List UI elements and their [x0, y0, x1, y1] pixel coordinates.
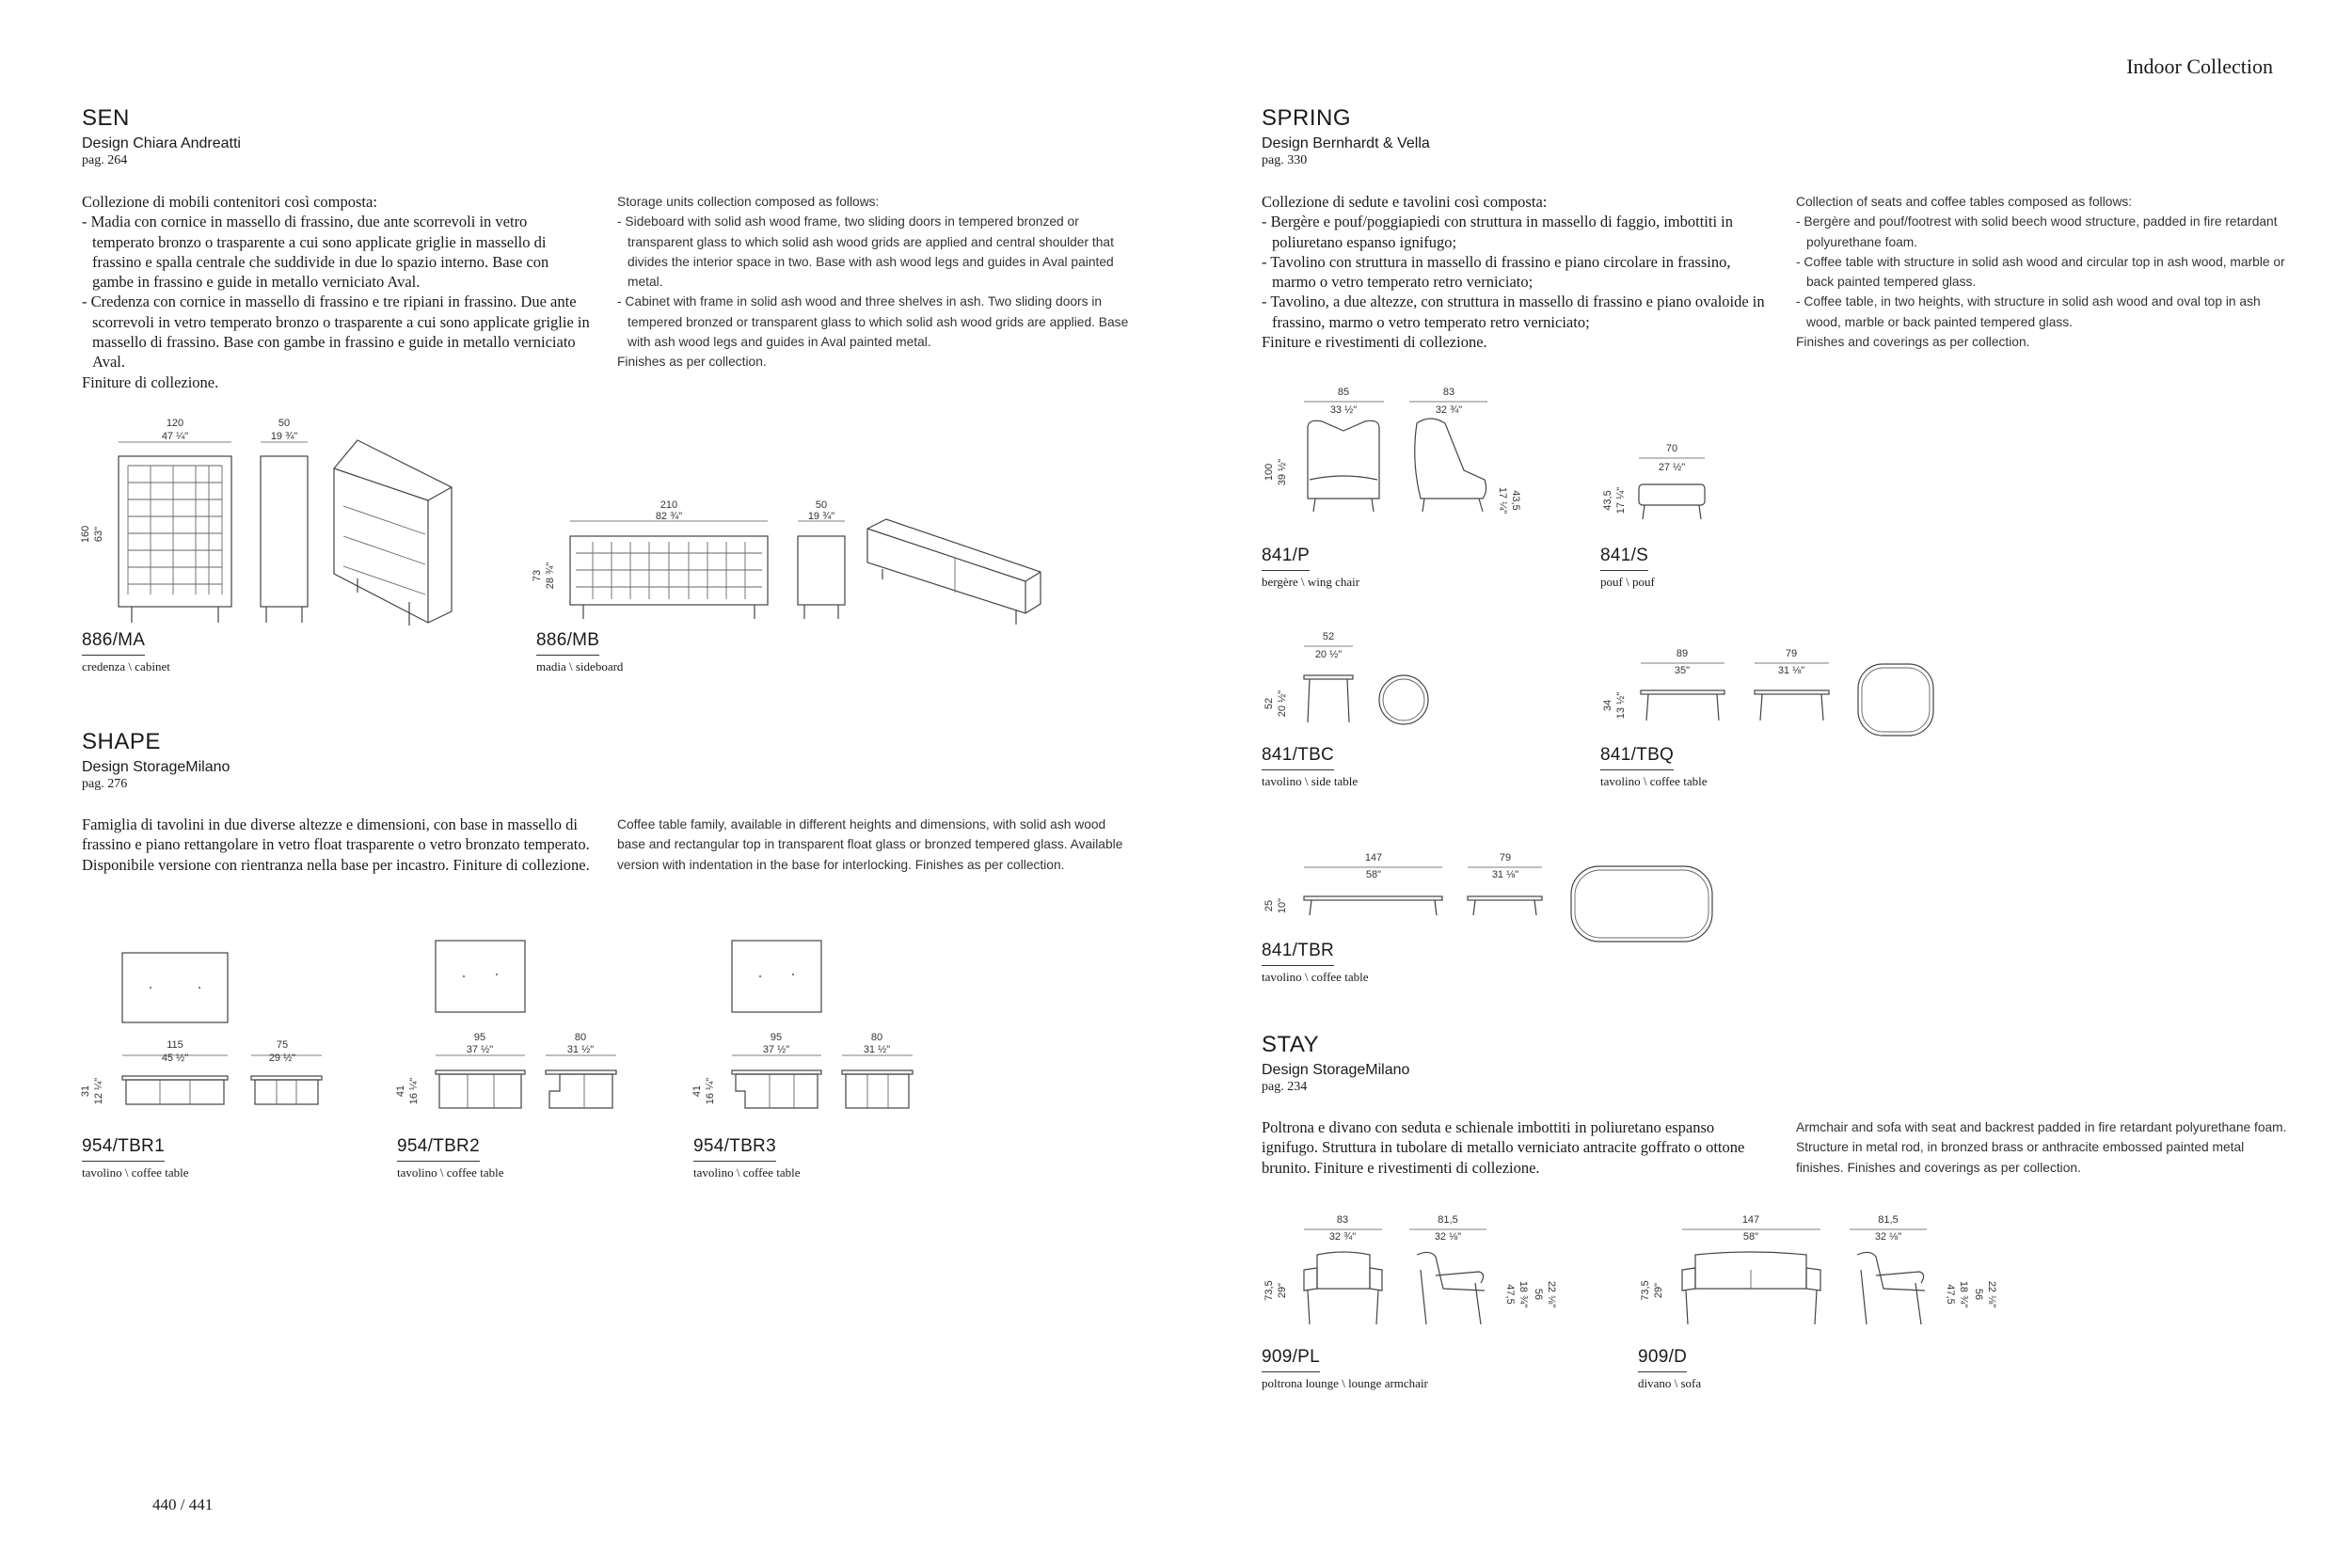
product-code: 841/TBC	[1262, 745, 1334, 770]
dim-label: 73,5	[1640, 1280, 1651, 1301]
page-numbers: 440 / 441	[152, 1496, 214, 1513]
product-886-ma	[82, 630, 170, 674]
sen-designer: Design Chiara Andreatti	[82, 135, 241, 151]
spring-it-intro: Collezione di sedute e tavolini così composta:	[1262, 193, 1548, 211]
product-desc: tavolino \ coffee table	[397, 1165, 504, 1180]
stay-description-it: Poltrona e divano con seduta e schienale imbottiti in poliuretano espanso ignifugo. Struttura in tubolare di metallo verniciato antracite goffrato o ottone brunito. Finiture e rivestimenti di collezione.	[1262, 1118, 1745, 1177]
product-886-mb	[536, 630, 623, 674]
dim-label: 120	[166, 418, 184, 429]
dim-label: 29 ½"	[268, 1053, 296, 1064]
dim-label: 31 ⅛"	[1491, 869, 1519, 880]
spring-en-intro: Collection of seats and coffee tables composed as follows:	[1796, 195, 2133, 209]
spring-it-outro: Finiture e rivestimenti di collezione.	[1262, 333, 1487, 352]
shape-page-ref: pag. 276	[82, 777, 128, 791]
dim-label: 147	[1741, 1214, 1760, 1226]
stay-title: STAY	[1262, 1032, 1320, 1057]
cabinet-grid	[128, 466, 222, 594]
product-841-s	[1600, 546, 1655, 590]
dim-label: 29"	[1653, 1282, 1664, 1299]
dim-label: 18 ¾"	[1518, 1280, 1529, 1308]
dim-label: 37 ½"	[466, 1044, 494, 1055]
shape-designer: Design StorageMilano	[82, 759, 230, 775]
list-item: - Madia con cornice in massello di frassino, due ante scorrevoli in vetro temperato bronzo o trasparente a cui sono applicate griglie in massello di frassino e spalla centrale che suddivide in due lo spazio interno. Base con gambe in frassino e guide in metallo verniciato Aval.	[82, 213, 549, 292]
dim-label: 115	[167, 1039, 183, 1051]
sideboard-drawing	[527, 499, 1054, 640]
list-item: - Tavolino con struttura in massello di frassino e piano circolare in frassino, marmo o vetro temperato retro verniciato;	[1262, 252, 1731, 292]
dim-label: 17 ¼"	[1497, 486, 1508, 515]
list-item: - Cabinet with frame in solid ash wood and three shelves in ash. Two sliding doors in tempered bronzed or transparent glass to which solid ash wood grids are applied. Base with ash wood legs and guides in Aval painted metal.	[617, 294, 1129, 350]
side-table-drawing	[1251, 630, 1458, 734]
spring-description-it	[1262, 192, 1770, 352]
product-code: 909/PL	[1262, 1347, 1320, 1372]
product-desc: pouf \ pouf	[1600, 575, 1655, 589]
shape-title: SHAPE	[82, 729, 161, 754]
spring-heading	[1262, 105, 1430, 168]
dim-label: 45 ½"	[161, 1053, 189, 1064]
product-desc: tavolino \ coffee table	[82, 1165, 189, 1180]
dim-label: 43,5	[1602, 490, 1613, 511]
dim-label: 32 ¾"	[1328, 1231, 1357, 1243]
dim-label: 22 ⅛"	[1986, 1280, 1997, 1308]
product-code: 954/TBR1	[82, 1136, 165, 1162]
sen-en-intro: Storage units collection composed as follows:	[617, 195, 880, 209]
stay-description-en: Armchair and sofa with seat and backrest padded in fire retardant polyurethane foam. Structure in metal rod, in bronzed brass or anthracite embossed painted metal finishes. Finishes and coverings as per collection.	[1796, 1120, 2287, 1175]
list-item: - Credenza con cornice in massello di frassino e tre ripiani in frassino. Due ante scorrevoli in vetro temperato bronzo o trasparente a cui sono applicate griglie in massello di frassino. Base con gambe in frassino e guide in metallo verniciato Aval.	[82, 293, 590, 372]
product-954-tbr2	[397, 1136, 503, 1180]
dim-label: 63"	[93, 526, 104, 543]
product-909-pl	[1262, 1347, 1428, 1391]
spring-it-list	[1262, 212, 1770, 332]
product-954-tbr1	[82, 1136, 188, 1180]
dim-label: 29"	[1277, 1282, 1288, 1299]
dim-label: 80	[574, 1032, 587, 1043]
spring-page-ref: pag. 330	[1262, 153, 1308, 167]
product-841-tbq	[1600, 745, 1707, 789]
coffee-table-tbr1-drawing	[75, 950, 339, 1129]
dim-label: 33 ½"	[1329, 404, 1358, 416]
dim-label: 19 ¾"	[270, 431, 298, 442]
sen-en-list	[617, 212, 1130, 352]
dim-label: 31 ½"	[566, 1044, 595, 1055]
dim-label: 32 ⅛"	[1874, 1231, 1902, 1243]
dim-label: 83	[1442, 387, 1455, 398]
lounge-armchair-drawing	[1251, 1213, 1562, 1336]
dim-label: 70	[1665, 443, 1678, 454]
sen-title: SEN	[82, 105, 130, 131]
dim-label: 18 ¾"	[1958, 1280, 1969, 1308]
dim-label: 82 ¾"	[655, 511, 683, 522]
dim-label: 79	[1785, 648, 1798, 659]
product-code: 954/TBR2	[397, 1136, 480, 1162]
dim-label: 12 ¼"	[93, 1077, 104, 1105]
dim-label: 37 ½"	[762, 1044, 790, 1055]
dim-label: 89	[1676, 648, 1689, 659]
product-code: 841/S	[1600, 546, 1648, 571]
dim-label: 100	[1263, 463, 1275, 482]
dim-label: 85	[1337, 387, 1350, 398]
spring-en-list	[1796, 212, 2285, 332]
spring-title: SPRING	[1262, 105, 1352, 131]
dim-label: 31 ⅛"	[1777, 665, 1805, 676]
dim-label: 39 ½"	[1277, 458, 1288, 486]
dim-label: 56	[1533, 1288, 1544, 1301]
dim-label: 83	[1336, 1214, 1349, 1226]
dim-label: 10"	[1277, 897, 1288, 914]
list-item: - Coffee table, in two heights, with structure in solid ash wood and oval top in ash wood, marble or back painted tempered glass.	[1796, 294, 2261, 329]
dim-label: 160	[80, 525, 91, 544]
wing-chair-drawing	[1251, 386, 1534, 527]
sen-description-it	[82, 192, 590, 392]
dim-label: 75	[276, 1039, 289, 1051]
shape-description-it: Famiglia di tavolini in due diverse altezze e dimensioni, con base in massello di frassino e piano rettangolare in vetro float trasparente o vetro bronzato temperato. Disponibile versione con rientranza nella base per incastro. Finiture di collezione.	[82, 816, 590, 874]
list-item: - Tavolino, a due altezze, con struttura in massello di frassino e piano ovaloide in frassino, marmo o vetro temperato retro verniciato;	[1262, 293, 1765, 331]
dim-label: 22 ⅛"	[1546, 1280, 1557, 1308]
product-code: 841/P	[1262, 546, 1310, 571]
coffee-table-tbr2-drawing	[390, 941, 635, 1119]
product-desc: credenza \ cabinet	[82, 659, 170, 673]
spring-designer: Design Bernhardt & Vella	[1262, 135, 1430, 151]
sen-it-outro: Finiture di collezione.	[82, 372, 219, 391]
dim-label: 81,5	[1878, 1214, 1899, 1226]
dim-label: 56	[1973, 1288, 1984, 1301]
coffee-table-tbr-drawing	[1251, 851, 1722, 945]
dim-label: 50	[278, 418, 291, 429]
spring-en-outro: Finishes and coverings as per collection.	[1796, 335, 2030, 350]
sofa-drawing	[1628, 1213, 2004, 1336]
stay-page-ref: pag. 234	[1262, 1080, 1308, 1094]
dim-label: 73	[532, 569, 543, 582]
dim-label: 31	[80, 1085, 91, 1098]
product-code: 841/TBQ	[1600, 745, 1674, 770]
dim-label: 31 ½"	[863, 1044, 891, 1055]
cabinet-drawing	[75, 414, 508, 630]
dim-label: 47 ¼"	[161, 431, 189, 442]
product-code: 909/D	[1638, 1347, 1687, 1372]
dim-label: 20 ½"	[1277, 689, 1288, 718]
dim-label: 80	[870, 1032, 883, 1043]
dim-label: 47,5	[1945, 1284, 1956, 1305]
dim-label: 58"	[1742, 1231, 1759, 1243]
product-desc: poltrona lounge \ lounge armchair	[1262, 1376, 1428, 1390]
list-item: - Sideboard with solid ash wood frame, two sliding doors in tempered bronzed or transparent glass to which solid ash wood grids are applied and central shoulder that divides the interior space in two. Base with ash wood legs and guides in Aval painted metal.	[617, 214, 1114, 290]
product-desc: tavolino \ side table	[1262, 774, 1359, 788]
dim-label: 50	[815, 499, 828, 511]
product-desc: divano \ sofa	[1638, 1376, 1702, 1390]
dim-label: 16 ¼"	[705, 1077, 716, 1105]
list-item: - Bergère and pouf/footrest with solid beech wood structure, padded in fire retardant polyurethane foam.	[1796, 214, 2278, 249]
dim-label: 19 ¾"	[807, 511, 835, 522]
dim-label: 79	[1499, 852, 1512, 863]
sen-it-intro: Collezione di mobili contenitori così composta:	[82, 193, 377, 211]
dim-label: 35"	[1674, 665, 1691, 676]
product-954-tbr3	[693, 1136, 800, 1180]
coffee-table-tbq-drawing	[1590, 647, 1947, 741]
dim-label: 95	[770, 1032, 783, 1043]
dim-label: 41	[691, 1085, 703, 1098]
product-desc: bergère \ wing chair	[1262, 575, 1360, 589]
dim-label: 58"	[1365, 869, 1382, 880]
sideboard-grid	[576, 542, 762, 599]
dim-label: 27 ½"	[1658, 462, 1686, 473]
dim-label: 25	[1263, 899, 1275, 912]
dim-label: 34	[1602, 699, 1613, 712]
sen-page-ref: pag. 264	[82, 153, 128, 167]
dim-label: 210	[660, 499, 678, 511]
dim-label: 32 ⅛"	[1434, 1231, 1462, 1243]
list-item: - Bergère e pouf/poggiapiedi con struttura in massello di faggio, imbottiti in poliuretano espanso ignifugo;	[1262, 213, 1734, 251]
product-909-d	[1638, 1347, 1701, 1391]
dim-label: 20 ½"	[1314, 649, 1343, 660]
product-desc: madia \ sideboard	[536, 659, 624, 673]
dim-label: 43,5	[1510, 490, 1521, 511]
dim-label: 17 ¼"	[1615, 486, 1627, 515]
product-desc: tavolino \ coffee table	[1262, 970, 1369, 984]
product-desc: tavolino \ coffee table	[693, 1165, 801, 1180]
pouf-drawing	[1590, 442, 1722, 527]
product-desc: tavolino \ coffee table	[1600, 774, 1708, 788]
product-code: 886/MA	[82, 630, 145, 656]
dim-label: 81,5	[1438, 1214, 1458, 1226]
dim-label: 95	[473, 1032, 486, 1043]
sen-description-en	[617, 192, 1130, 372]
product-841-tbr	[1262, 941, 1368, 985]
dim-label: 16 ¼"	[408, 1077, 420, 1105]
product-code: 886/MB	[536, 630, 599, 656]
dim-label: 147	[1364, 852, 1383, 863]
product-code: 841/TBR	[1262, 941, 1334, 966]
sen-en-outro: Finishes as per collection.	[617, 355, 767, 370]
list-item: - Coffee table with structure in solid ash wood and circular top in ash wood, marble or back painted tempered glass.	[1796, 254, 2285, 290]
sen-it-list	[82, 212, 590, 372]
stay-designer: Design StorageMilano	[1262, 1062, 1410, 1078]
dim-label: 52	[1263, 697, 1275, 710]
dim-label: 13 ½"	[1615, 691, 1627, 720]
shape-description-en: Coffee table family, available in different heights and dimensions, with solid ash wood base and rectangular top in transparent float glass or bronzed tempered glass. Available version with indentation in the base for interlocking. Finishes as per collection.	[617, 817, 1123, 872]
product-841-tbc	[1262, 745, 1358, 789]
dim-label: 32 ¾"	[1435, 404, 1463, 416]
stay-heading	[1262, 1032, 1409, 1095]
dim-label: 47,5	[1504, 1284, 1516, 1305]
dim-label: 28 ¾"	[545, 562, 556, 590]
collection-header: Indoor Collection	[2126, 55, 2273, 78]
dim-label: 52	[1322, 631, 1335, 642]
sen-heading	[82, 105, 241, 168]
dim-label: 41	[395, 1085, 406, 1098]
product-code: 954/TBR3	[693, 1136, 776, 1162]
shape-heading	[82, 729, 230, 792]
coffee-table-tbr3-drawing	[687, 941, 931, 1119]
spring-description-en	[1796, 192, 2285, 352]
dim-label: 73,5	[1263, 1280, 1275, 1301]
product-841-p	[1262, 546, 1359, 590]
